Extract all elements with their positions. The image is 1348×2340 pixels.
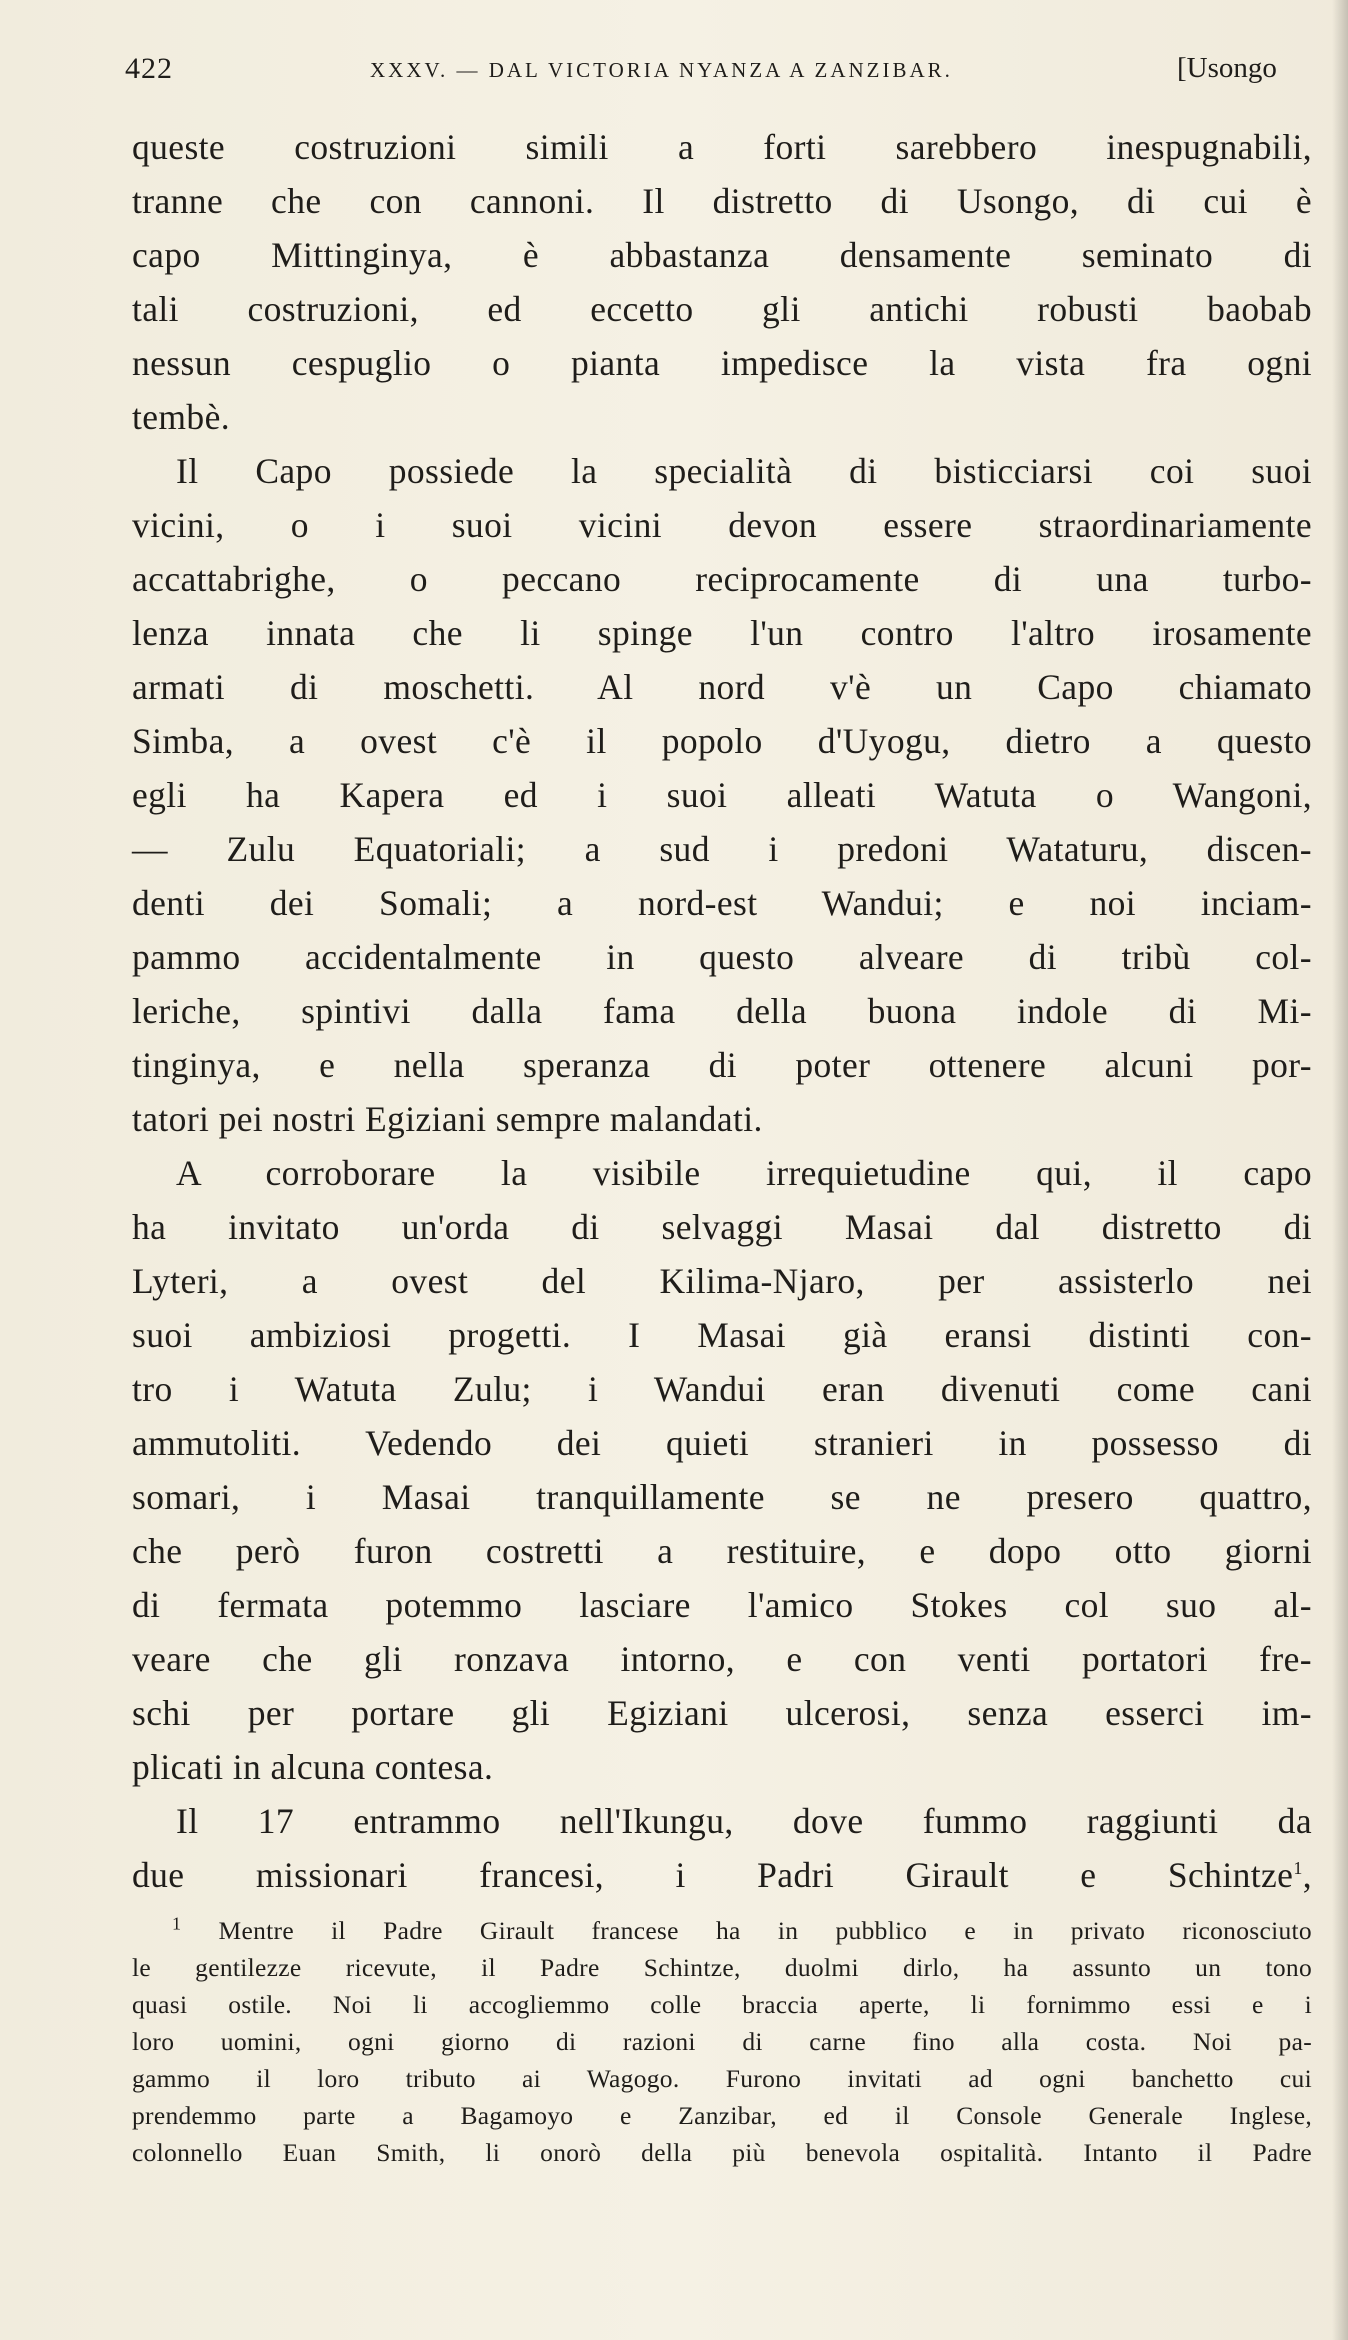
text-line: — Zulu Equatoriali; a sud i predoni Wataturu, discen-	[132, 829, 1312, 869]
footnote-text: Mentre il Padre Girault francese ha in pubblico e in privato riconosciuto	[218, 1916, 1312, 1945]
footnote-line	[132, 1912, 1312, 1949]
footnote-line: gammo il loro tributo ai Wagogo. Furono invitati ad ogni banchetto cui	[132, 2064, 1312, 2093]
text-line: tro i Watuta Zulu; i Wandui eran divenuti come cani	[132, 1369, 1312, 1409]
footnote-line: quasi ostile. Noi li accogliemmo colle braccia aperte, li fornimmo essi e i	[132, 1990, 1312, 2019]
footnote-line: loro uomini, ogni giorno di razioni di carne fino alla costa. Noi pa-	[132, 2027, 1312, 2056]
text-line: A corroborare la visibile irrequietudine qui, il capo	[176, 1153, 1312, 1193]
footnote-line: colonnello Euan Smith, li onorò della più benevola ospitalità. Intanto il Padre	[132, 2138, 1312, 2167]
text-line: di fermata potemmo lasciare l'amico Stokes col suo al-	[132, 1585, 1312, 1625]
text-line: tranne che con cannoni. Il distretto di Usongo, di cui è	[132, 181, 1312, 221]
text-line: tinginya, e nella speranza di poter ottenere alcuni por-	[132, 1045, 1312, 1085]
footnotes	[132, 1912, 1312, 2171]
body-text	[132, 120, 1312, 1902]
text-line: che però furon costretti a restituire, e dopo otto giorni	[132, 1531, 1312, 1571]
text-line: Il 17 entrammo nell'Ikungu, dove fummo raggiunti da	[176, 1801, 1312, 1841]
running-title: XXXV. — DAL VICTORIA NYANZA A ZANZIBAR.	[370, 58, 953, 82]
text-line: veare che gli ronzava intorno, e con venti portatori fre-	[132, 1639, 1312, 1679]
page-header	[125, 52, 1305, 92]
text-line: armati di moschetti. Al nord v'è un Capo chiamato	[132, 667, 1312, 707]
text-line: schi per portare gli Egiziani ulcerosi, senza esserci im-	[132, 1693, 1312, 1733]
text-line: egli ha Kapera ed i suoi alleati Watuta o Wangoni,	[132, 775, 1312, 815]
footnote-line: le gentilezze ricevute, il Padre Schintze, duolmi dirlo, ha assunto un tono	[132, 1953, 1312, 1982]
text-line: somari, i Masai tranquillamente se ne presero quattro,	[132, 1477, 1312, 1517]
text-line: lenza innata che li spinge l'un contro l'altro irosamente	[132, 613, 1312, 653]
page-number: 422	[125, 52, 173, 85]
section-tag: [Usongo	[1177, 52, 1277, 84]
text-line: pammo accidentalmente in questo alveare di tribù col-	[132, 937, 1312, 977]
text-line: due missionari francesi, i Padri Girault e Schintze$^1$,	[132, 1855, 1312, 1895]
text-line: suoi ambiziosi progetti. I Masai già eransi distinti con-	[132, 1315, 1312, 1355]
footnote-number: 1	[172, 1913, 182, 1934]
text-line: ha invitato un'orda di selvaggi Masai dal distretto di	[132, 1207, 1312, 1247]
text-line: tali costruzioni, ed eccetto gli antichi robusti baobab	[132, 289, 1312, 329]
text-line: tatori pei nostri Egiziani sempre malandati.	[132, 1099, 763, 1139]
text-line: denti dei Somali; a nord-est Wandui; e noi inciam-	[132, 883, 1312, 923]
footnote-line: prendemmo parte a Bagamoyo e Zanzibar, ed il Console Generale Inglese,	[132, 2101, 1312, 2130]
text-line: vicini, o i suoi vicini devon essere straordinariamente	[132, 505, 1312, 545]
text-line: Il Capo possiede la specialità di bisticciarsi coi suoi	[176, 451, 1312, 491]
text-line: leriche, spintivi dalla fama della buona indole di Mi-	[132, 991, 1312, 1031]
text-line-content: due missionari francesi, i Padri Girault e Schintze	[132, 1855, 1294, 1895]
text-line: nessun cespuglio o pianta impedisce la vista fra ogni	[132, 343, 1312, 383]
text-line: capo Mittinginya, è abbastanza densamente seminato di	[132, 235, 1312, 275]
text-line: ammutoliti. Vedendo dei quieti stranieri in possesso di	[132, 1423, 1312, 1463]
text-line: plicati in alcuna contesa.	[132, 1747, 494, 1787]
text-line: accattabrighe, o peccano reciprocamente di una turbo-	[132, 559, 1312, 599]
text-line: queste costruzioni simili a forti sarebbero inespugnabili,	[132, 127, 1312, 167]
page-edge-shadow	[1332, 0, 1348, 2340]
footnote-ref: 1	[1293, 1858, 1303, 1879]
text-line: tembè.	[132, 397, 231, 437]
text-line: Simba, a ovest c'è il popolo d'Uyogu, dietro a questo	[132, 721, 1312, 761]
text-line: Lyteri, a ovest del Kilima-Njaro, per assisterlo nei	[132, 1261, 1312, 1301]
